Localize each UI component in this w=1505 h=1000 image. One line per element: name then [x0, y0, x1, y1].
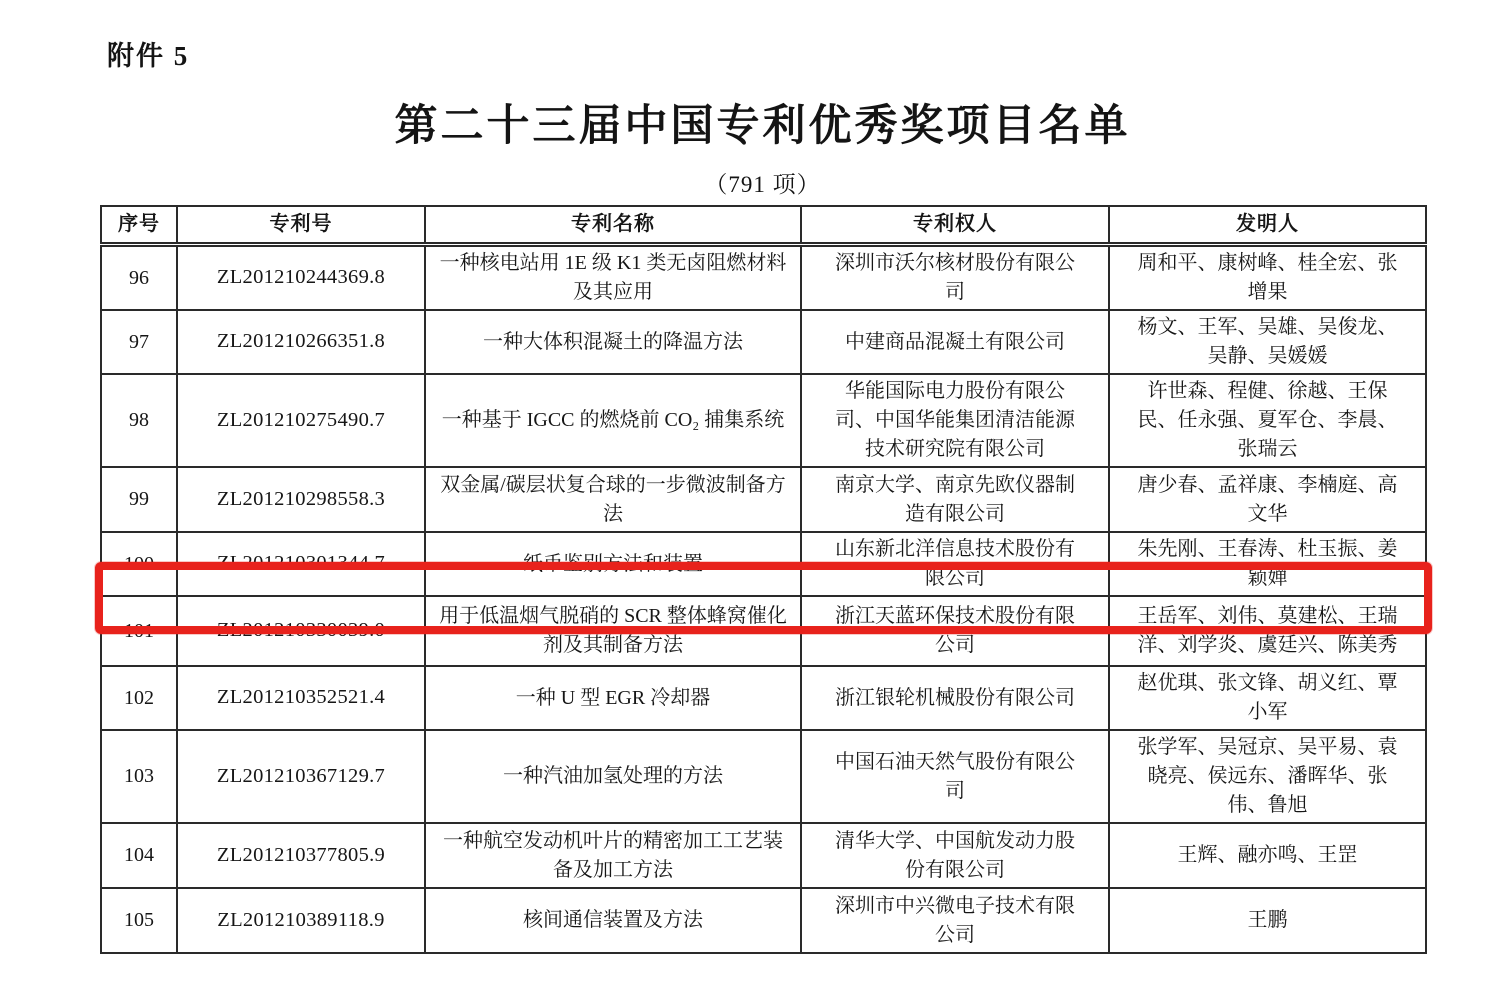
column-header-0: 序号 [101, 206, 177, 245]
row-number: 102 [101, 666, 177, 730]
patent-number: ZL201210275490.7 [177, 374, 425, 467]
table-row [101, 374, 1426, 467]
patent-number: ZL201210244369.8 [177, 245, 425, 311]
table-row [101, 532, 1426, 596]
row-number: 99 [101, 467, 177, 532]
patent-name: 纸币鉴别方法和装置 [425, 532, 801, 596]
patentee: 南京大学、南京先欧仪器制造有限公司 [801, 467, 1109, 532]
patent-number: ZL201210389118.9 [177, 888, 425, 953]
patent-name: 核间通信装置及方法 [425, 888, 801, 953]
patent-name: 一种 U 型 EGR 冷却器 [425, 666, 801, 730]
row-number: 98 [101, 374, 177, 467]
column-header-4: 发明人 [1109, 206, 1426, 245]
table-row [101, 596, 1426, 666]
patentee: 华能国际电力股份有限公司、中国华能集团清洁能源技术研究院有限公司 [801, 374, 1109, 467]
patent-table-body [101, 245, 1426, 954]
patent-number: ZL201210377805.9 [177, 823, 425, 888]
table-row [101, 310, 1426, 374]
table-row [101, 245, 1426, 311]
row-number: 105 [101, 888, 177, 953]
table-row [101, 730, 1426, 823]
inventors: 王辉、融亦鸣、王罡 [1109, 823, 1426, 888]
patent-award-table [100, 205, 1427, 954]
column-header-2: 专利名称 [425, 206, 801, 245]
row-number: 101 [101, 596, 177, 666]
patentee: 浙江银轮机械股份有限公司 [801, 666, 1109, 730]
inventors: 王岳军、刘伟、莫建松、王瑞洋、刘学炎、虞廷兴、陈美秀 [1109, 596, 1426, 666]
patent-number: ZL201210301344.7 [177, 532, 425, 596]
patent-name: 一种大体积混凝土的降温方法 [425, 310, 801, 374]
inventors: 张学军、吴冠京、吴平易、袁晓亮、侯远东、潘晖华、张伟、鲁旭 [1109, 730, 1426, 823]
attachment-label: 附件 5 [107, 41, 190, 71]
table-row [101, 666, 1426, 730]
row-number: 103 [101, 730, 177, 823]
patentee: 深圳市中兴微电子技术有限公司 [801, 888, 1109, 953]
patent-number: ZL201210330039.0 [177, 596, 425, 666]
page-title: 第二十三届中国专利优秀奖项目名单 [394, 103, 1131, 150]
row-number: 104 [101, 823, 177, 888]
patent-name: 用于低温烟气脱硝的 SCR 整体蜂窝催化剂及其制备方法 [425, 596, 801, 666]
row-number: 100 [101, 532, 177, 596]
inventors: 杨文、王军、吴雄、吴俊龙、吴静、吴媛媛 [1109, 310, 1426, 374]
patent-name: 一种汽油加氢处理的方法 [425, 730, 801, 823]
patent-name: 一种航空发动机叶片的精密加工工艺装备及加工方法 [425, 823, 801, 888]
patentee: 浙江天蓝环保技术股份有限公司 [801, 596, 1109, 666]
inventors: 朱先刚、王春涛、杜玉振、姜颖婵 [1109, 532, 1426, 596]
patent-name: 双金属/碳层状复合球的一步微波制备方法 [425, 467, 801, 532]
inventors: 许世森、程健、徐越、王保民、任永强、夏军仓、李晨、张瑞云 [1109, 374, 1426, 467]
column-header-3: 专利权人 [801, 206, 1109, 245]
inventors: 王鹏 [1109, 888, 1426, 953]
table-row [101, 467, 1426, 532]
patent-number: ZL201210367129.7 [177, 730, 425, 823]
patentee: 山东新北洋信息技术股份有限公司 [801, 532, 1109, 596]
table-row [101, 823, 1426, 888]
patentee: 中国石油天然气股份有限公司 [801, 730, 1109, 823]
row-number: 97 [101, 310, 177, 374]
patent-name: 一种核电站用 1E 级 K1 类无卤阻燃材料及其应用 [425, 245, 801, 311]
patentee: 中建商品混凝土有限公司 [801, 310, 1109, 374]
patentee: 清华大学、中国航发动力股份有限公司 [801, 823, 1109, 888]
inventors: 周和平、康树峰、桂全宏、张增果 [1109, 245, 1426, 311]
patent-number: ZL201210298558.3 [177, 467, 425, 532]
page-subtitle: （791 项） [704, 172, 821, 197]
column-header-1: 专利号 [177, 206, 425, 245]
patent-number: ZL201210352521.4 [177, 666, 425, 730]
patent-number: ZL201210266351.8 [177, 310, 425, 374]
inventors: 赵优琪、张文锋、胡义红、覃小军 [1109, 666, 1426, 730]
table-header-row [101, 206, 1426, 245]
patentee: 深圳市沃尔核材股份有限公司 [801, 245, 1109, 311]
patent-name: 一种基于 IGCC 的燃烧前 CO₂ 捕集系统 [425, 374, 801, 467]
row-number: 96 [101, 245, 177, 311]
table-row [101, 888, 1426, 953]
inventors: 唐少春、孟祥康、李楠庭、高文华 [1109, 467, 1426, 532]
